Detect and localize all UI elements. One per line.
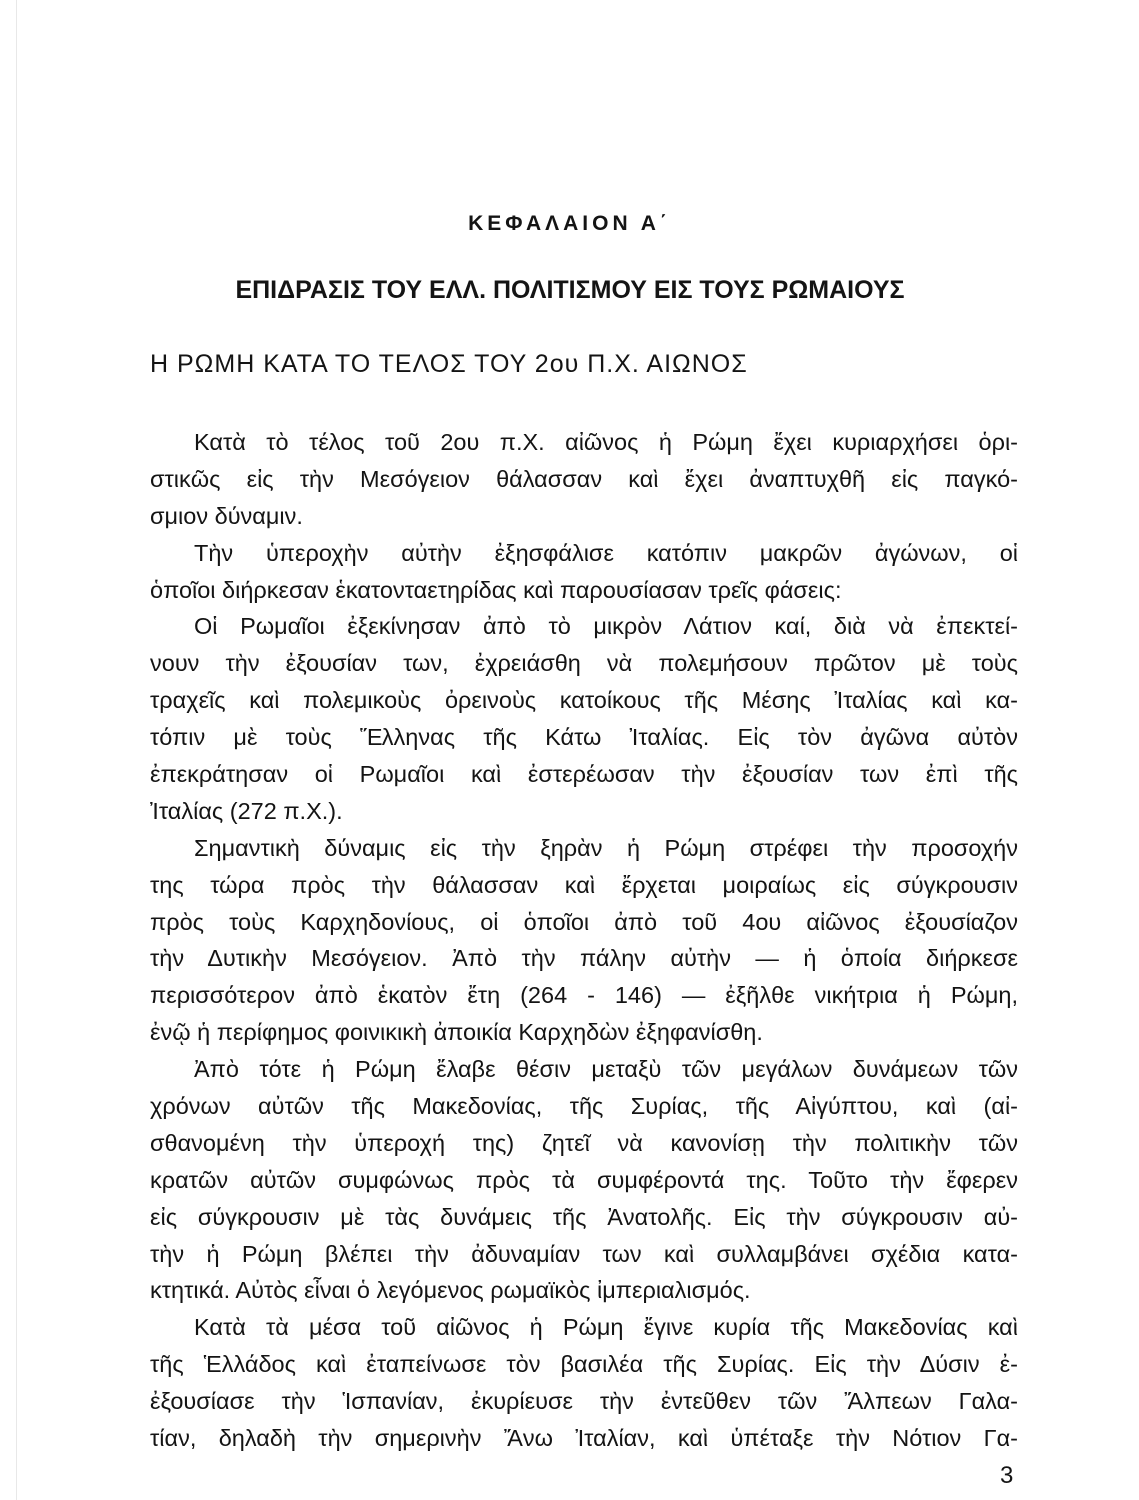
text-line: εἰς σύγκρουσιν μὲ τὰς δυνάμεις τῆς Ἀνατολῆς. Εἰς τὴν σύγκρουσιν αὐ- (150, 1203, 1018, 1230)
text-line: νουν τὴν ἐξουσίαν των, ἐχρειάσθη νὰ πολεμήσουν πρῶτον μὲ τοὺς (150, 650, 1018, 677)
chapter-heading: ΚΕΦΑΛΑΙΟΝ Α΄ (468, 212, 671, 235)
text-line: Τὴν ὑπεροχὴν αὐτὴν ἐξησφάλισε κατόπιν μακρῶν ἀγώνων, οἱ (194, 539, 1018, 566)
text-line: Σημαντικὴ δύναμις εἰς τὴν ξηρὰν ἡ Ρώμη στρέφει τὴν προσοχήν (194, 834, 1018, 861)
text-line: τραχεῖς καὶ πολεμικοὺς ὀρεινοὺς κατοίκους τῆς Μέσης Ἰταλίας καὶ κα- (150, 687, 1018, 714)
text-line: σθανομένη τὴν ὑπεροχή της) ζητεῖ νὰ κανονίσῃ τὴν πολιτικὴν τῶν (150, 1129, 1018, 1156)
text-line: σμιον δύναμιν. (150, 502, 303, 529)
text-line: τίαν, δηλαδὴ τὴν σημερινὴν Ἄνω Ἰταλίαν, καὶ ὑπέταξε τὴν Νότιον Γα- (150, 1425, 1018, 1452)
body-text (150, 424, 1018, 1457)
text-line: κρατῶν αὐτῶν συμφώνως πρὸς τὰ συμφέροντά της. Τοῦτο τὴν ἔφερεν (150, 1166, 1018, 1193)
text-line: της τώρα πρὸς τὴν θάλασσαν καὶ ἔρχεται μοιραίως εἰς σύγκρουσιν (150, 871, 1018, 898)
text-line: Ἰταλίας (272 π.Χ.). (150, 797, 343, 824)
text-line: ἐνῷ ἡ περίφημος φοινικικὴ ἀποικία Καρχηδὼν ἐξηφανίσθη. (150, 1019, 763, 1046)
text-line: πρὸς τοὺς Καρχηδονίους, οἱ ὁποῖοι ἀπὸ τοῦ 4ου αἰῶνος ἐξουσίαζον (150, 908, 1018, 935)
section-subtitle: Η ΡΩΜΗ ΚΑΤΑ ΤΟ ΤΕΛΟΣ ΤΟΥ 2ου Π.Χ. ΑΙΩΝΟΣ (150, 350, 748, 378)
text-line: τῆς Ἑλλάδος καὶ ἐταπείνωσε τὸν βασιλέα τῆς Συρίας. Εἰς τὴν Δύσιν ἐ- (150, 1351, 1018, 1378)
text-line: Κατὰ τὰ μέσα τοῦ αἰῶνος ἡ Ρώμη ἔγινε κυρία τῆς Μακεδονίας καὶ (194, 1314, 1018, 1341)
text-line: χρόνων αὐτῶν τῆς Μακεδονίας, τῆς Συρίας, τῆς Αἰγύπτου, καὶ (αἰ- (150, 1093, 1018, 1120)
text-line: ἐξουσίασε τὴν Ἱσπανίαν, ἐκυρίευσε τὴν ἐντεῦθεν τῶν Ἄλπεων Γαλα- (150, 1388, 1018, 1415)
text-line: τὴν Δυτικὴν Μεσόγειον. Ἀπὸ τὴν πάλην αὐτὴν — ἡ ὁποία διήρκεσε (150, 945, 1018, 972)
chapter-title: ΕΠΙΔΡΑΣΙΣ ΤΟΥ ΕΛΛ. ΠΟΛΙΤΙΣΜΟΥ ΕΙΣ ΤΟΥΣ ΡΩΜΑΙΟΥΣ (235, 276, 905, 304)
text-line: τὴν ἡ Ρώμη βλέπει τὴν ἀδυναμίαν των καὶ συλλαμβάνει σχέδια κατα- (150, 1240, 1018, 1267)
text-line: τόπιν μὲ τοὺς Ἕλληνας τῆς Κάτω Ἰταλίας. Εἰς τὸν ἀγῶνα αὐτὸν (150, 724, 1018, 751)
page-number: 3 (1000, 1462, 1014, 1489)
text-line: Κατὰ τὸ τέλος τοῦ 2ου π.Χ. αἰῶνος ἡ Ρώμη ἔχει κυριαρχήσει ὁρι- (194, 429, 1018, 455)
text-line: στικῶς εἰς τὴν Μεσόγειον θάλασσαν καὶ ἔχει ἀναπτυχθῆ εἰς παγκό- (150, 465, 1018, 492)
text-line: ὁποῖοι διήρκεσαν ἑκατονταετηρίδας καὶ παρουσίασαν τρεῖς φάσεις: (150, 576, 842, 603)
text-line: ἐπεκράτησαν οἱ Ρωμαῖοι καὶ ἐστερέωσαν τὴν ἐξουσίαν των ἐπὶ τῆς (150, 761, 1018, 788)
text-line: περισσότερον ἀπὸ ἑκατὸν ἔτη (264 - 146) — ἐξῆλθε νικήτρια ἡ Ρώμη, (150, 982, 1018, 1009)
text-line: Ἀπὸ τότε ἡ Ρώμη ἔλαβε θέσιν μεταξὺ τῶν μεγάλων δυνάμεων τῶν (194, 1056, 1018, 1083)
text-line: Οἱ Ρωμαῖοι ἐξεκίνησαν ἀπὸ τὸ μικρὸν Λάτιον καί, διὰ νὰ ἐπεκτεί- (194, 613, 1018, 640)
text-line: κτητικά. Αὐτὸς εἶναι ὁ λεγόμενος ρωμαϊκὸς ἰμπεριαλισμός. (150, 1277, 751, 1304)
